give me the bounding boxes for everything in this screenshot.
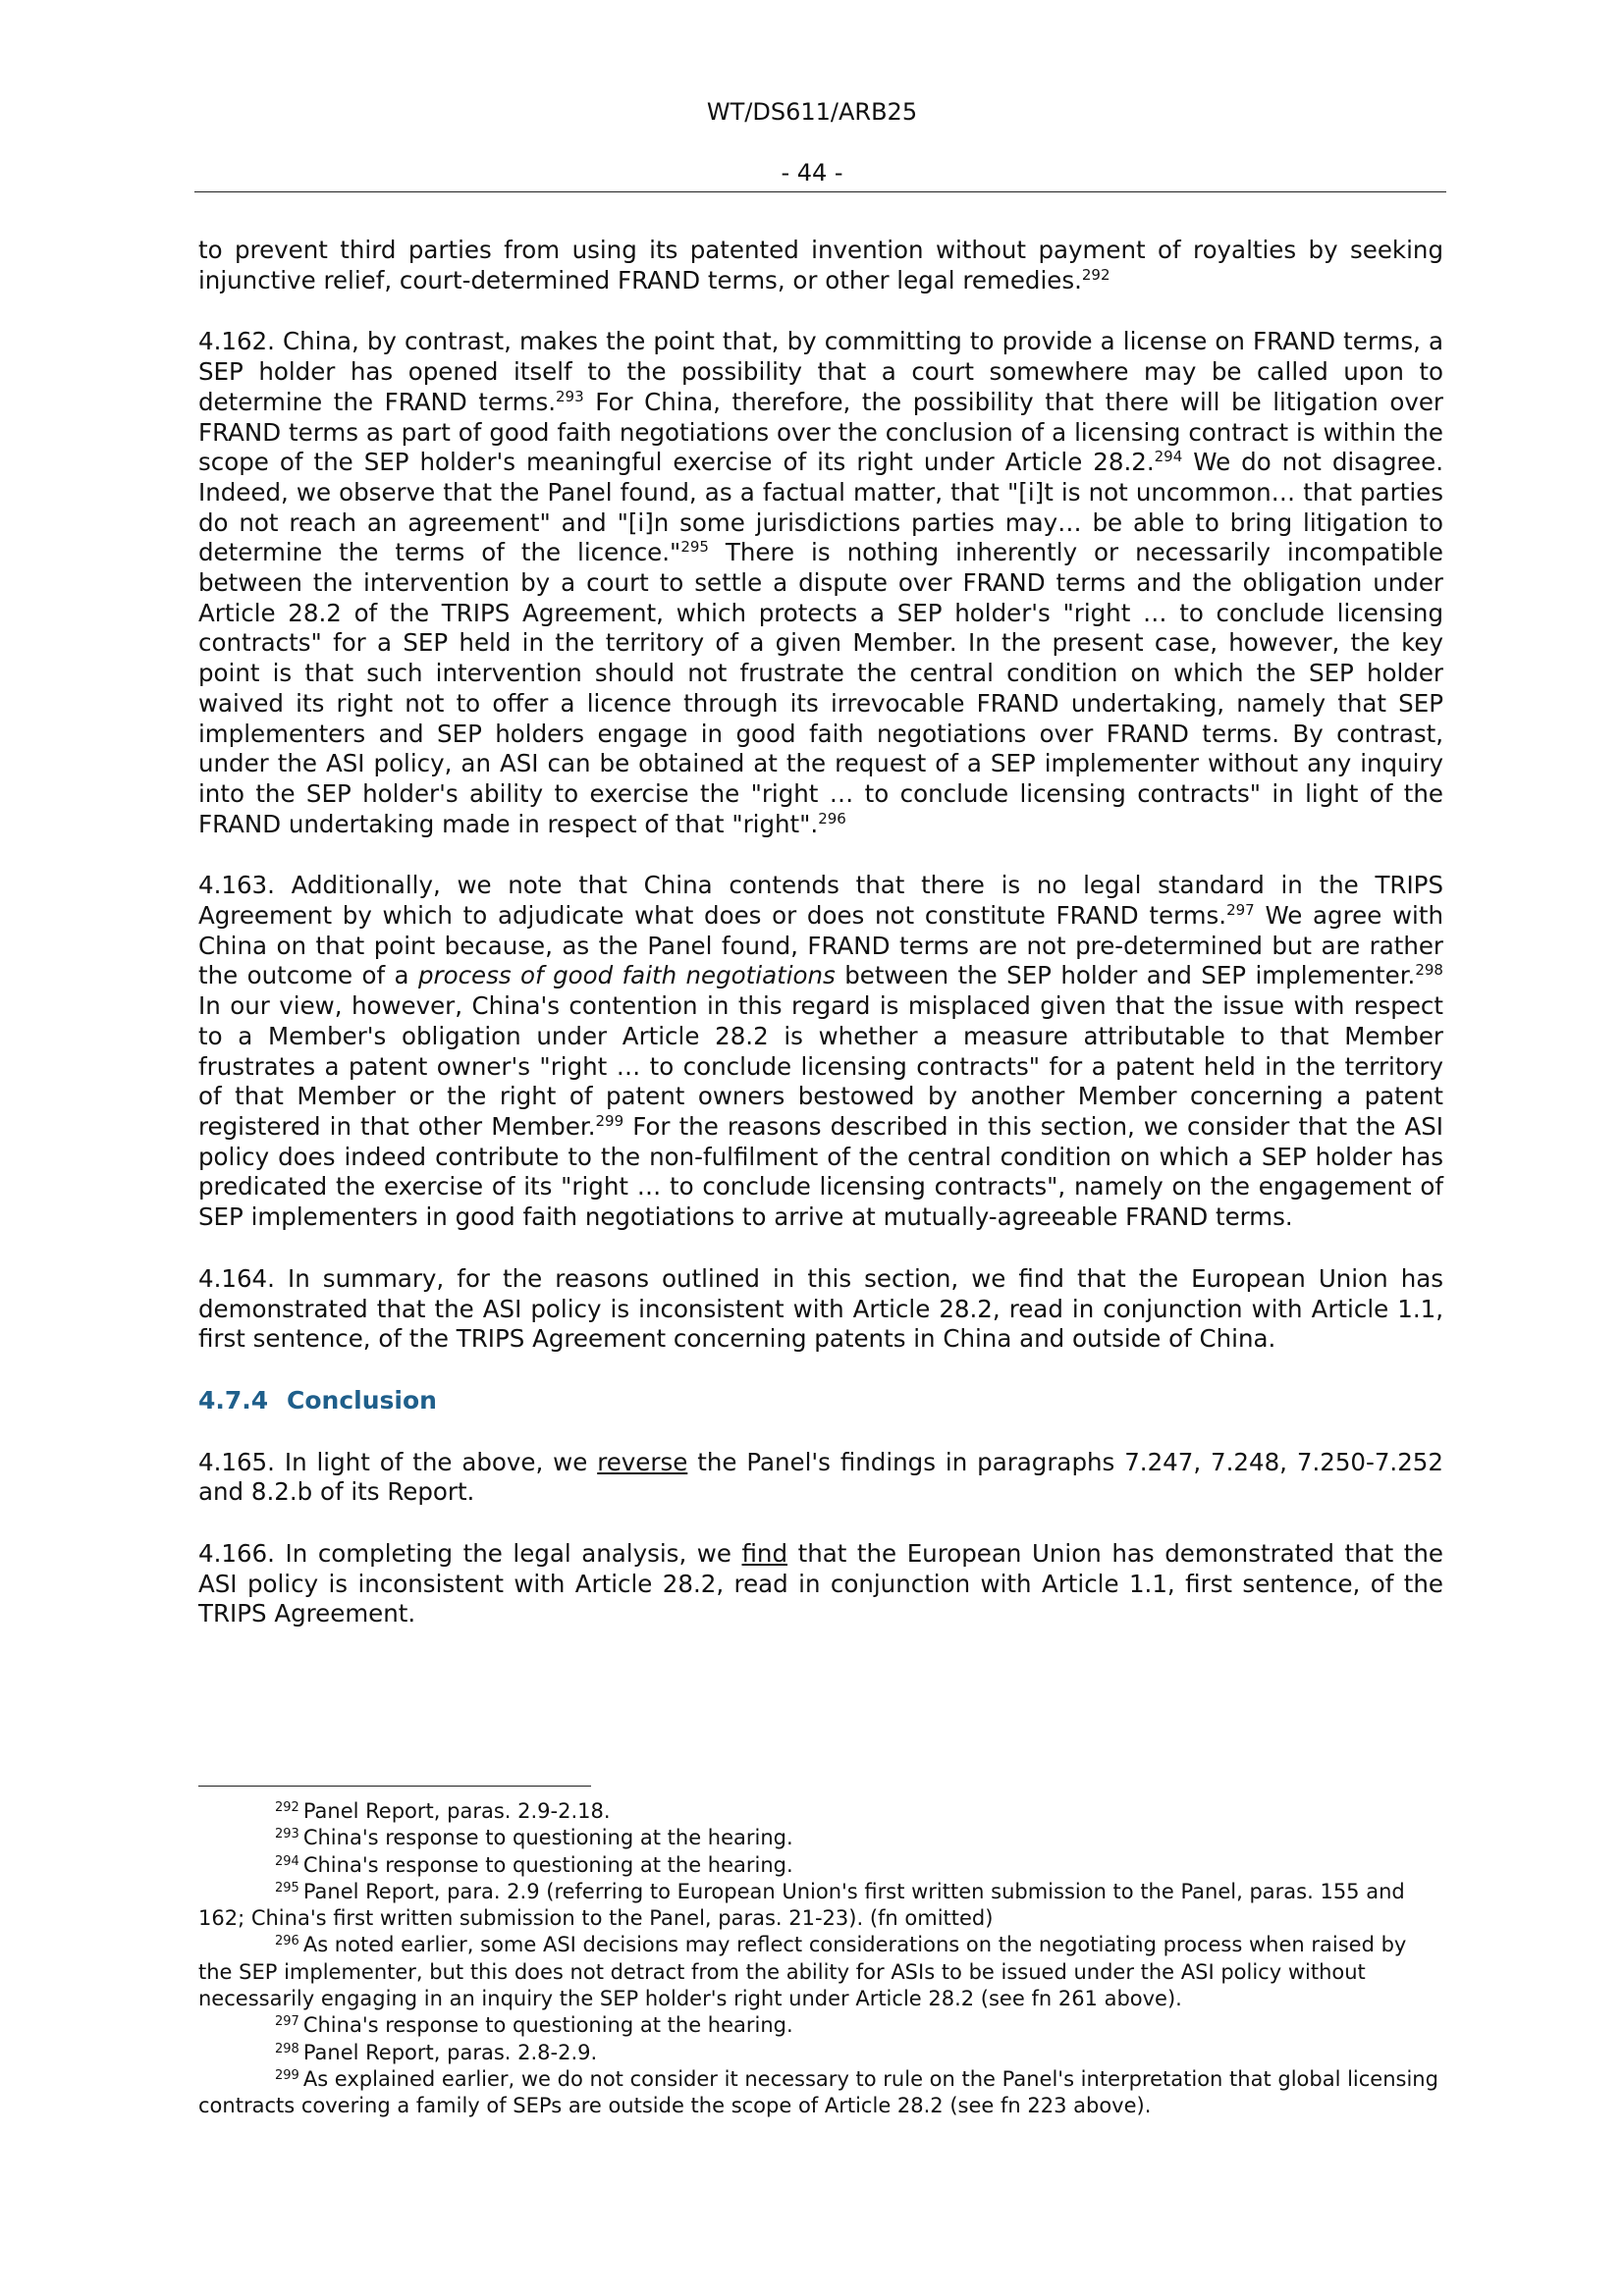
footnote-text: As noted earlier, some ASI decisions may reflect considerations on the negotiating process when raised by the SEP implementer, but this does not detract from the ability for ASIs to be issued under the ASI policy without necessarily engaging in an inquiry the SEP holder's right under Article 28.2 (see fn 261 above). <box>198 1933 1407 2011</box>
footnote-number: 295 <box>275 1880 299 1896</box>
paragraph-text: to prevent third parties from using its patented invention without payment of royalties by seeking injunctive relief, court-determined FRAND terms, or other legal remedies. <box>198 236 1443 294</box>
footnote-number: 293 <box>275 1827 299 1842</box>
paragraph-text: that the European Union has demonstrated that the ASI policy is inconsistent with Article 28.2, read in conjunction with Article 1.1, first sentence, of the TRIPS Agreement. <box>198 1539 1443 1629</box>
paragraph-intro <box>198 236 1443 295</box>
footnote-text: China's response to questioning at the hearing. <box>302 2013 793 2038</box>
paragraph-4-164: 4.164. In summary, for the reasons outlined in this section, we find that the European Union has demonstrated that the ASI policy is inconsistent with Article 28.2, read in conjunction with Article 1.1, first sentence, of the TRIPS Agreement concerning patents in China and outside of China. <box>198 1263 1443 1354</box>
paragraph-text: the Panel's findings in paragraphs 7.247, 7.248, 7.250-7.252 and 8.2.b of its Report. <box>198 1447 1443 1507</box>
paragraph-text: 4.165. In light of the above, we <box>198 1447 598 1476</box>
footnote <box>198 1852 1443 1879</box>
section-title: Conclusion <box>287 1385 437 1415</box>
paragraph-4-165 <box>198 1448 1443 1508</box>
paragraph-4-162 <box>198 327 1443 839</box>
paragraph-text: 4.166. In completing the legal analysis, we <box>198 1539 742 1569</box>
footnote-ref[interactable]: 298 <box>1415 961 1443 980</box>
footnote-number: 292 <box>275 1800 299 1815</box>
main-body <box>198 236 1443 1661</box>
footnote <box>198 2040 1443 2066</box>
paragraph-text: between the SEP holder and SEP implementer. <box>835 961 1416 990</box>
footnote-ref[interactable]: 299 <box>595 1111 624 1130</box>
paragraph-4-163 <box>198 871 1443 1232</box>
footnote <box>198 2012 1443 2039</box>
footnote-number: 296 <box>275 1934 299 1949</box>
footnote <box>198 1932 1443 2012</box>
footnote-text: As explained earlier, we do not consider it necessary to rule on the Panel's interpretation that global licensing contracts covering a family of SEPs are outside the scope of Article 28.2 (see fn 223 above). <box>198 2066 1438 2118</box>
paragraph-text: We do not disagree. Indeed, we observe that the Panel found, as a factual matter, that "[i]t is not uncommon… that parties do not reach an agreement" and "[i]n some jurisdictions parties may… be able to bring litigation to determine the terms of the licence." <box>198 448 1443 567</box>
footnote-text: China's response to questioning at the hearing. <box>302 1852 793 1877</box>
footnote <box>198 1879 1443 1933</box>
footnote-text: China's response to questioning at the hearing. <box>302 1826 793 1850</box>
paragraph-text: There is nothing inherently or necessarily incompatible between the intervention by a court to settle a dispute over FRAND terms and the obligation under Article 28.2 of the TRIPS Agreement, which protects a SEP holder's "right … to conclude licensing contracts" for a SEP held in the territory of a given Member. In the present case, however, the key point is that such intervention should not frustrate the central condition on which the SEP holder waived its right not to offer a licence through its irrevocable FRAND undertaking, namely that SEP implementers and SEP holders engage in good faith negotiations over FRAND terms. By contrast, under the ASI policy, an ASI can be obtained at the request of a SEP implementer without any inquiry into the SEP holder's ability to exercise the "right … to conclude licensing contracts" in light of the FRAND undertaking made in respect of that "right". <box>198 538 1443 838</box>
paragraph-text: For China, therefore, the possibility that there will be litigation over FRAND terms as part of good faith negotiations over the conclusion of a licensing contract is within the scope of the SEP holder's meaningful exercise of its right under Article 28.2. <box>198 387 1443 477</box>
paragraph-text: 4.162. China, by contrast, makes the point that, by committing to provide a license on FRAND terms, a SEP holder has opened itself to the possibility that a court somewhere may be called upon to determine the FRAND terms. <box>198 327 1443 416</box>
footnote <box>198 1798 1443 1825</box>
footnote-text: Panel Report, para. 2.9 (referring to European Union's first written submission to the Panel, paras. 155 and 162; China's first written submission to the Panel, paras. 21-23). (fn omitted) <box>198 1879 1405 1931</box>
paragraph-4-166 <box>198 1539 1443 1629</box>
footnote-number: 294 <box>275 1853 299 1869</box>
footnote-ref[interactable]: 297 <box>1226 901 1255 920</box>
footnote-text: Panel Report, paras. 2.8-2.9. <box>302 2040 598 2064</box>
paragraph-text: For the reasons described in this section, we consider that the ASI policy does indeed contribute to the non-fulfilment of the central condition on which a SEP holder has predicated the exercise of its "right … to conclude licensing contracts", namely on the engagement of SEP implementers in good faith negotiations to arrive at mutually-agreeable FRAND terms. <box>198 1111 1443 1232</box>
page-number: - 44 - <box>781 159 843 187</box>
footnote-text: Panel Report, paras. 2.9-2.18. <box>302 1799 611 1823</box>
paragraph-text: 4.163. Additionally, we note that China contends that there is no legal standard in the TRIPS Agreement by which to adjudicate what does or does not constitute FRAND terms. <box>198 871 1443 931</box>
underlined-term: reverse <box>597 1447 688 1476</box>
footnote-ref[interactable]: 293 <box>556 387 584 405</box>
underlined-term: find <box>741 1539 788 1569</box>
emphasis-text: process of good faith negotiations <box>417 961 836 990</box>
footnote-number: 299 <box>275 2067 299 2083</box>
footnote-ref[interactable]: 294 <box>1154 448 1183 466</box>
footnotes <box>198 1798 1443 2120</box>
footnote-ref[interactable]: 296 <box>818 809 846 828</box>
paragraph-text: In our view, however, China's contention in this regard is misplaced given that the issue with respect to a Member's obligation under Article 28.2 is whether a measure attributable to that Member frustrates a patent owner's "right … to conclude licensing contracts" for a patent held in the territory of that Member or the right of patent owners bestowed by another Member concerning a patent registered in that other Member. <box>198 991 1443 1141</box>
header-divider <box>194 191 1446 192</box>
section-number: 4.7.4 <box>198 1385 269 1415</box>
footnote <box>198 1825 1443 1851</box>
paragraph-text: We agree with China on that point because, as the Panel found, FRAND terms are not pre-determined but are rather the outcome of a <box>198 901 1443 990</box>
footnote-number: 297 <box>275 2014 299 2030</box>
footnote-divider <box>198 1786 591 1787</box>
footnote-number: 298 <box>275 2041 299 2056</box>
footnote-ref[interactable]: 295 <box>680 538 709 557</box>
footnote-ref[interactable]: 292 <box>1081 265 1110 284</box>
section-heading <box>198 1386 1443 1416</box>
footnote <box>198 2066 1443 2120</box>
document-code: WT/DS611/ARB25 <box>706 98 918 126</box>
